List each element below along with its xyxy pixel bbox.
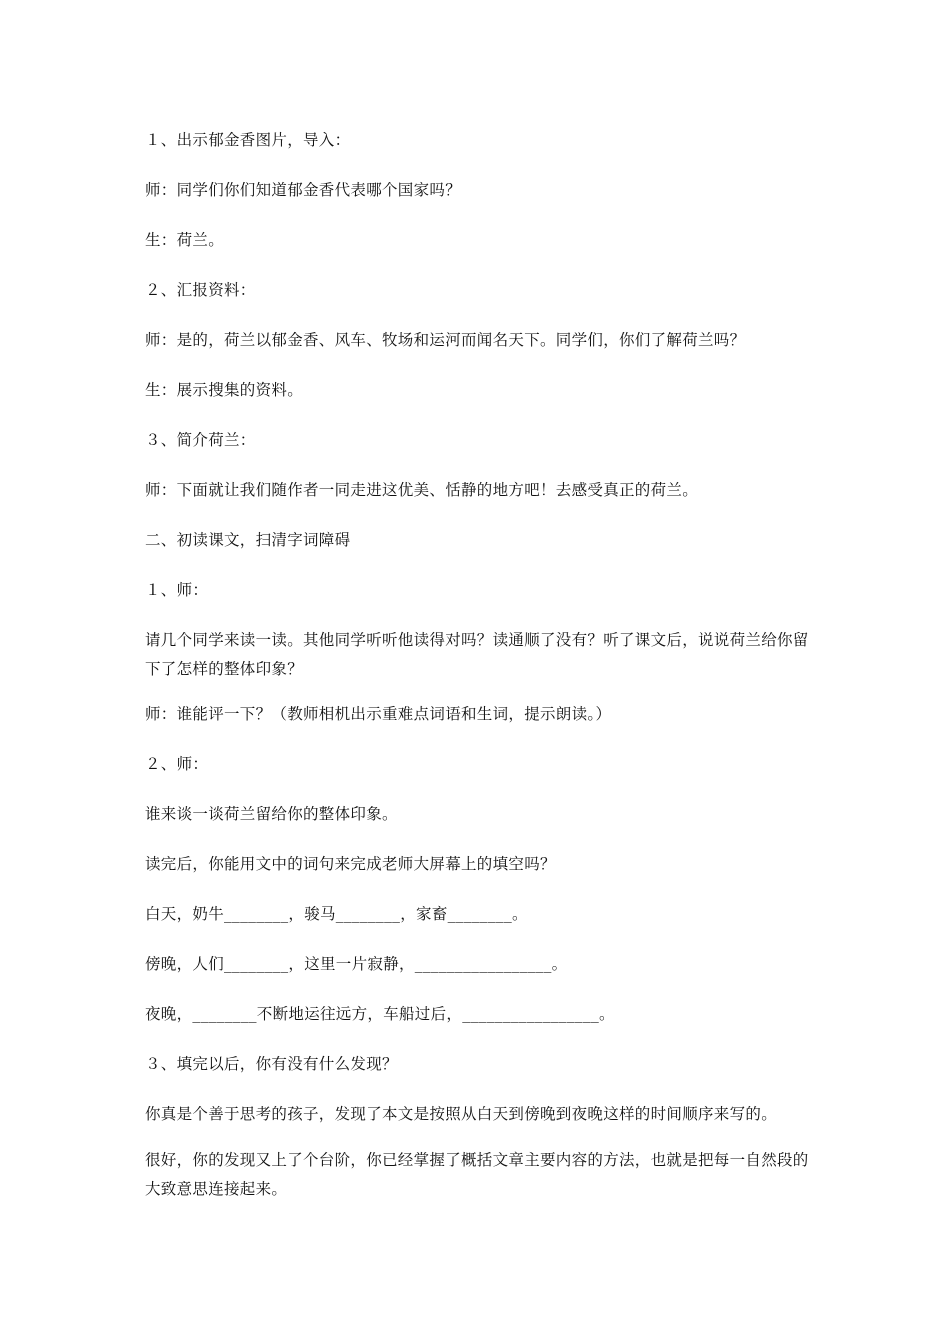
step-2-heading: ２、汇报资料： bbox=[145, 281, 256, 299]
summary-paragraph: 很好，你的发现又上了个台阶，你已经掌握了概括文章主要内容的方法，也就是把每一自然段的大致意思连接起来。 bbox=[145, 1151, 809, 1198]
teacher-line: 师：下面就让我们随作者一同走进这优美、恬静的地方吧！去感受真正的荷兰。 bbox=[145, 481, 699, 499]
teacher-line: 师：谁能评一下？（教师相机出示重难点词语和生词，提示朗读。） bbox=[145, 705, 612, 723]
prompt-line: 谁来谈一谈荷兰留给你的整体印象。 bbox=[145, 805, 398, 823]
teacher-line: 师：是的，荷兰以郁金香、风车、牧场和运河而闻名天下。同学们，你们了解荷兰吗？ bbox=[145, 331, 746, 349]
fill-blank-evening: 傍晚，人们________，这里一片寂静，_________________。 bbox=[145, 955, 568, 973]
student-answer: 生：荷兰。 bbox=[145, 231, 225, 249]
step-1-heading: １、出示郁金香图片，导入： bbox=[145, 131, 351, 149]
step-1-teacher: １、师： bbox=[145, 581, 209, 599]
step-3-heading: ３、简介荷兰： bbox=[145, 431, 256, 449]
fill-blank-day: 白天，奶牛________，骏马________，家畜________。 bbox=[145, 905, 528, 923]
prompt-line: 读完后，你能用文中的词句来完成老师大屏幕上的填空吗？ bbox=[145, 855, 556, 873]
reading-instruction: 请几个同学来读一读。其他同学听听他读得对吗？读通顺了没有？听了课文后，说说荷兰给你留下了怎样的整体印象？ bbox=[145, 631, 809, 678]
praise-line: 你真是个善于思考的孩子，发现了本文是按照从白天到傍晚到夜晚这样的时间顺序来写的。 bbox=[145, 1105, 778, 1123]
section-heading: 二、初读课文，扫清字词障碍 bbox=[145, 531, 351, 549]
student-line: 生：展示搜集的资料。 bbox=[145, 381, 304, 399]
fill-blank-night: 夜晚，________不断地运往远方，车船过后，_________________。 bbox=[145, 1005, 615, 1023]
step-3-question: ３、填完以后，你有没有什么发现？ bbox=[145, 1055, 398, 1073]
step-2-teacher: ２、师： bbox=[145, 755, 209, 773]
teacher-question: 师：同学们你们知道郁金香代表哪个国家吗？ bbox=[145, 181, 462, 199]
